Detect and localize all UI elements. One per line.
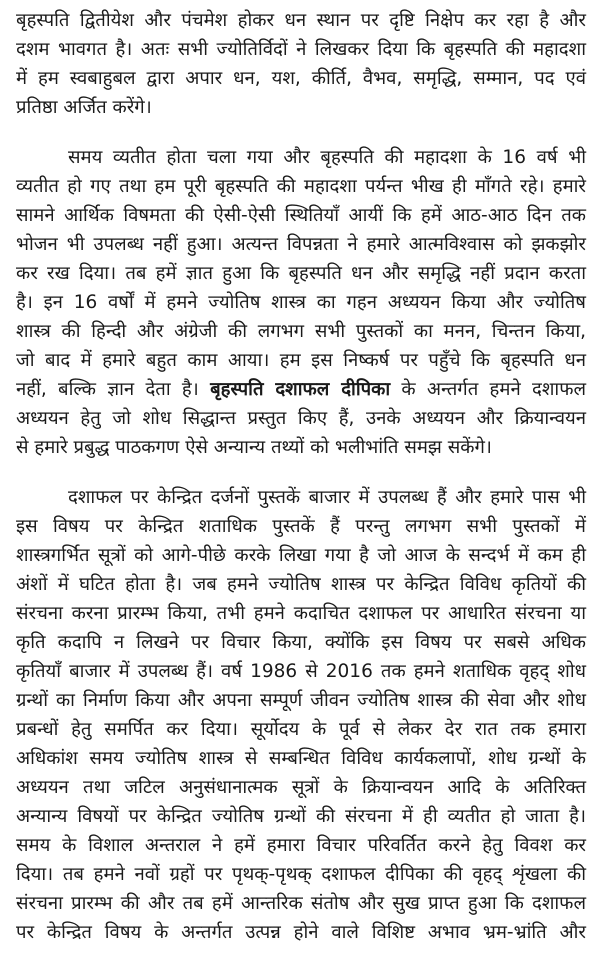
paragraph-1 <box>16 6 586 122</box>
text-line: ग्रन्थों का निर्माण किया और अपना सम्पूर्ण जीवन ज्योतिष शास्त्र की सेवा और शोध <box>16 690 586 711</box>
text-line: शास्त्रगर्भित सूत्रों को आगे-पीछे करके लिखा गया है जो आज के सन्दर्भ में कम ही <box>16 545 586 566</box>
text-line: व्यतीत हो गए तथा हम पूरी बृहस्पति की महादशा पर्यन्त भीख ही माँगते रहे। हमारे <box>16 176 586 197</box>
text-line: समय के विशाल अन्तराल ने हमें हमारा विचार परिवर्तित करने हेतु विवश कर <box>16 835 586 856</box>
text-line: प्रबन्धों हेतु समर्पित कर दिया। सूर्योदय के पूर्व से लेकर देर रात तक हमारा <box>16 719 586 740</box>
text-line: में हम स्वबाहुबल द्वारा अपार धन, यश, कीर्ति, वैभव, समृद्धि, सम्मान, पद एवं <box>16 68 586 89</box>
text-line: दशाफल पर केन्द्रित दर्जनों पुस्तकें बाजार में उपलब्ध हैं और हमारे पास भी <box>68 487 586 508</box>
text-line: संरचना प्रारम्भ की और तब हमें आन्तरिक संतोष और सुख प्राप्त हुआ कि दशाफल <box>16 893 586 914</box>
text-line: दशम भावगत है। अतः सभी ज्योतिर्विदों ने लिखकर दिया कि बृहस्पति की महादशा <box>16 39 586 60</box>
text-line: से हमारे प्रबुद्ध पाठकगण ऐसे अन्यान्य तथ्यों को भलीभांति समझ सकेंगे। <box>16 437 492 458</box>
text-line: संरचना करना प्रारम्भ किया, तभी हमने कदाचित दशाफल पर आधारित संरचना या <box>16 603 586 624</box>
text-line: अन्यान्य विषयों पर केन्द्रित ज्योतिष ग्रन्थों की संरचना में ही व्यतीत हो जाता है। <box>16 806 586 827</box>
text-line: बृहस्पति द्वितीयेश और पंचमेश होकर धन स्थान पर दृष्टि निक्षेप कर रहा है और <box>16 10 586 31</box>
text-line: है। इन 16 वर्षों में हमने ज्योतिष शास्त्र का गहन अध्ययन किया और ज्योतिष <box>16 292 586 313</box>
text-line: कर रख दिया। तब हमें ज्ञात हुआ कि बृहस्पति धन और समृद्धि नहीं प्रदान करता <box>16 263 586 284</box>
text-line: प्रतिष्ठा अर्जित करेंगे। <box>16 97 152 118</box>
text-line: समय व्यतीत होता चला गया और बृहस्पति की महादशा के 16 वर्ष भी <box>68 147 586 168</box>
book-title: बृहस्पति दशाफल दीपिका <box>210 379 391 400</box>
text-line: अधिकांश समय ज्योतिष शास्त्र से सम्बन्धित विविध कार्यकलापों, शोध ग्रन्थों के <box>16 748 586 769</box>
text-line: दिया। तब हमने नवों ग्रहों पर पृथक्-पृथक् दशाफल दीपिका की वृहद् शृंखला की <box>16 864 586 885</box>
text-line: अध्ययन हेतु जो शोध सिद्धान्त प्रस्तुत किए हैं, उनके अध्ययन और क्रियान्वयन <box>16 408 586 429</box>
text-line: अंशों में घटित होता है। जब हमने ज्योतिष शास्त्र पर केन्द्रित विविध कृतियों की <box>16 574 586 595</box>
text-segment: के अन्तर्गत हमने दशाफल <box>401 379 587 400</box>
document-page <box>16 6 586 968</box>
text-line: भोजन भी उपलब्ध नहीं हुआ। अत्यन्त विपन्नता ने हमारे आत्मविश्वास को झकझोर <box>16 234 586 255</box>
text-segment: नहीं, बल्कि ज्ञान देता है। <box>16 379 199 400</box>
text-line: सामने आर्थिक विषमता की ऐसी-ऐसी स्थितियाँ आयीं कि हमें आठ-आठ दिन तक <box>16 205 586 226</box>
text-line: जो बाद में हमारे बहुत काम आया। हम इस निष्कर्ष पर पहुँचे कि बृहस्पति धन <box>16 350 586 371</box>
paragraph-3 <box>16 483 586 947</box>
paragraph-2 <box>16 143 586 462</box>
text-line: शास्त्र की हिन्दी और अंग्रेजी की लगभग सभी पुस्तकों का मनन, चिन्तन किया, <box>16 321 586 342</box>
text-line-with-book-title <box>16 375 586 404</box>
text-line: अध्ययन तथा जटिल अनुसंधानात्मक सूत्रों के क्रियान्वयन आदि के अतिरिक्त <box>16 777 586 798</box>
text-line: कृति कदापि न लिखने पर विचार किया, क्योंकि इस विषय पर सबसे अधिक <box>16 632 586 653</box>
text-line: कृतियाँ बाजार में उपलब्ध हैं। वर्ष 1986 से 2016 तक हमने शताधिक वृहद् शोध <box>16 661 586 682</box>
text-line: पर केन्द्रित विषय के अन्तर्गत उत्पन्न होने वाले विशिष्ट अभाव भ्रम-भ्रांति और <box>16 922 586 943</box>
text-line: इस विषय पर केन्द्रित शताधिक पुस्तकें हैं परन्तु लगभग सभी पुस्तकों में <box>16 516 586 537</box>
